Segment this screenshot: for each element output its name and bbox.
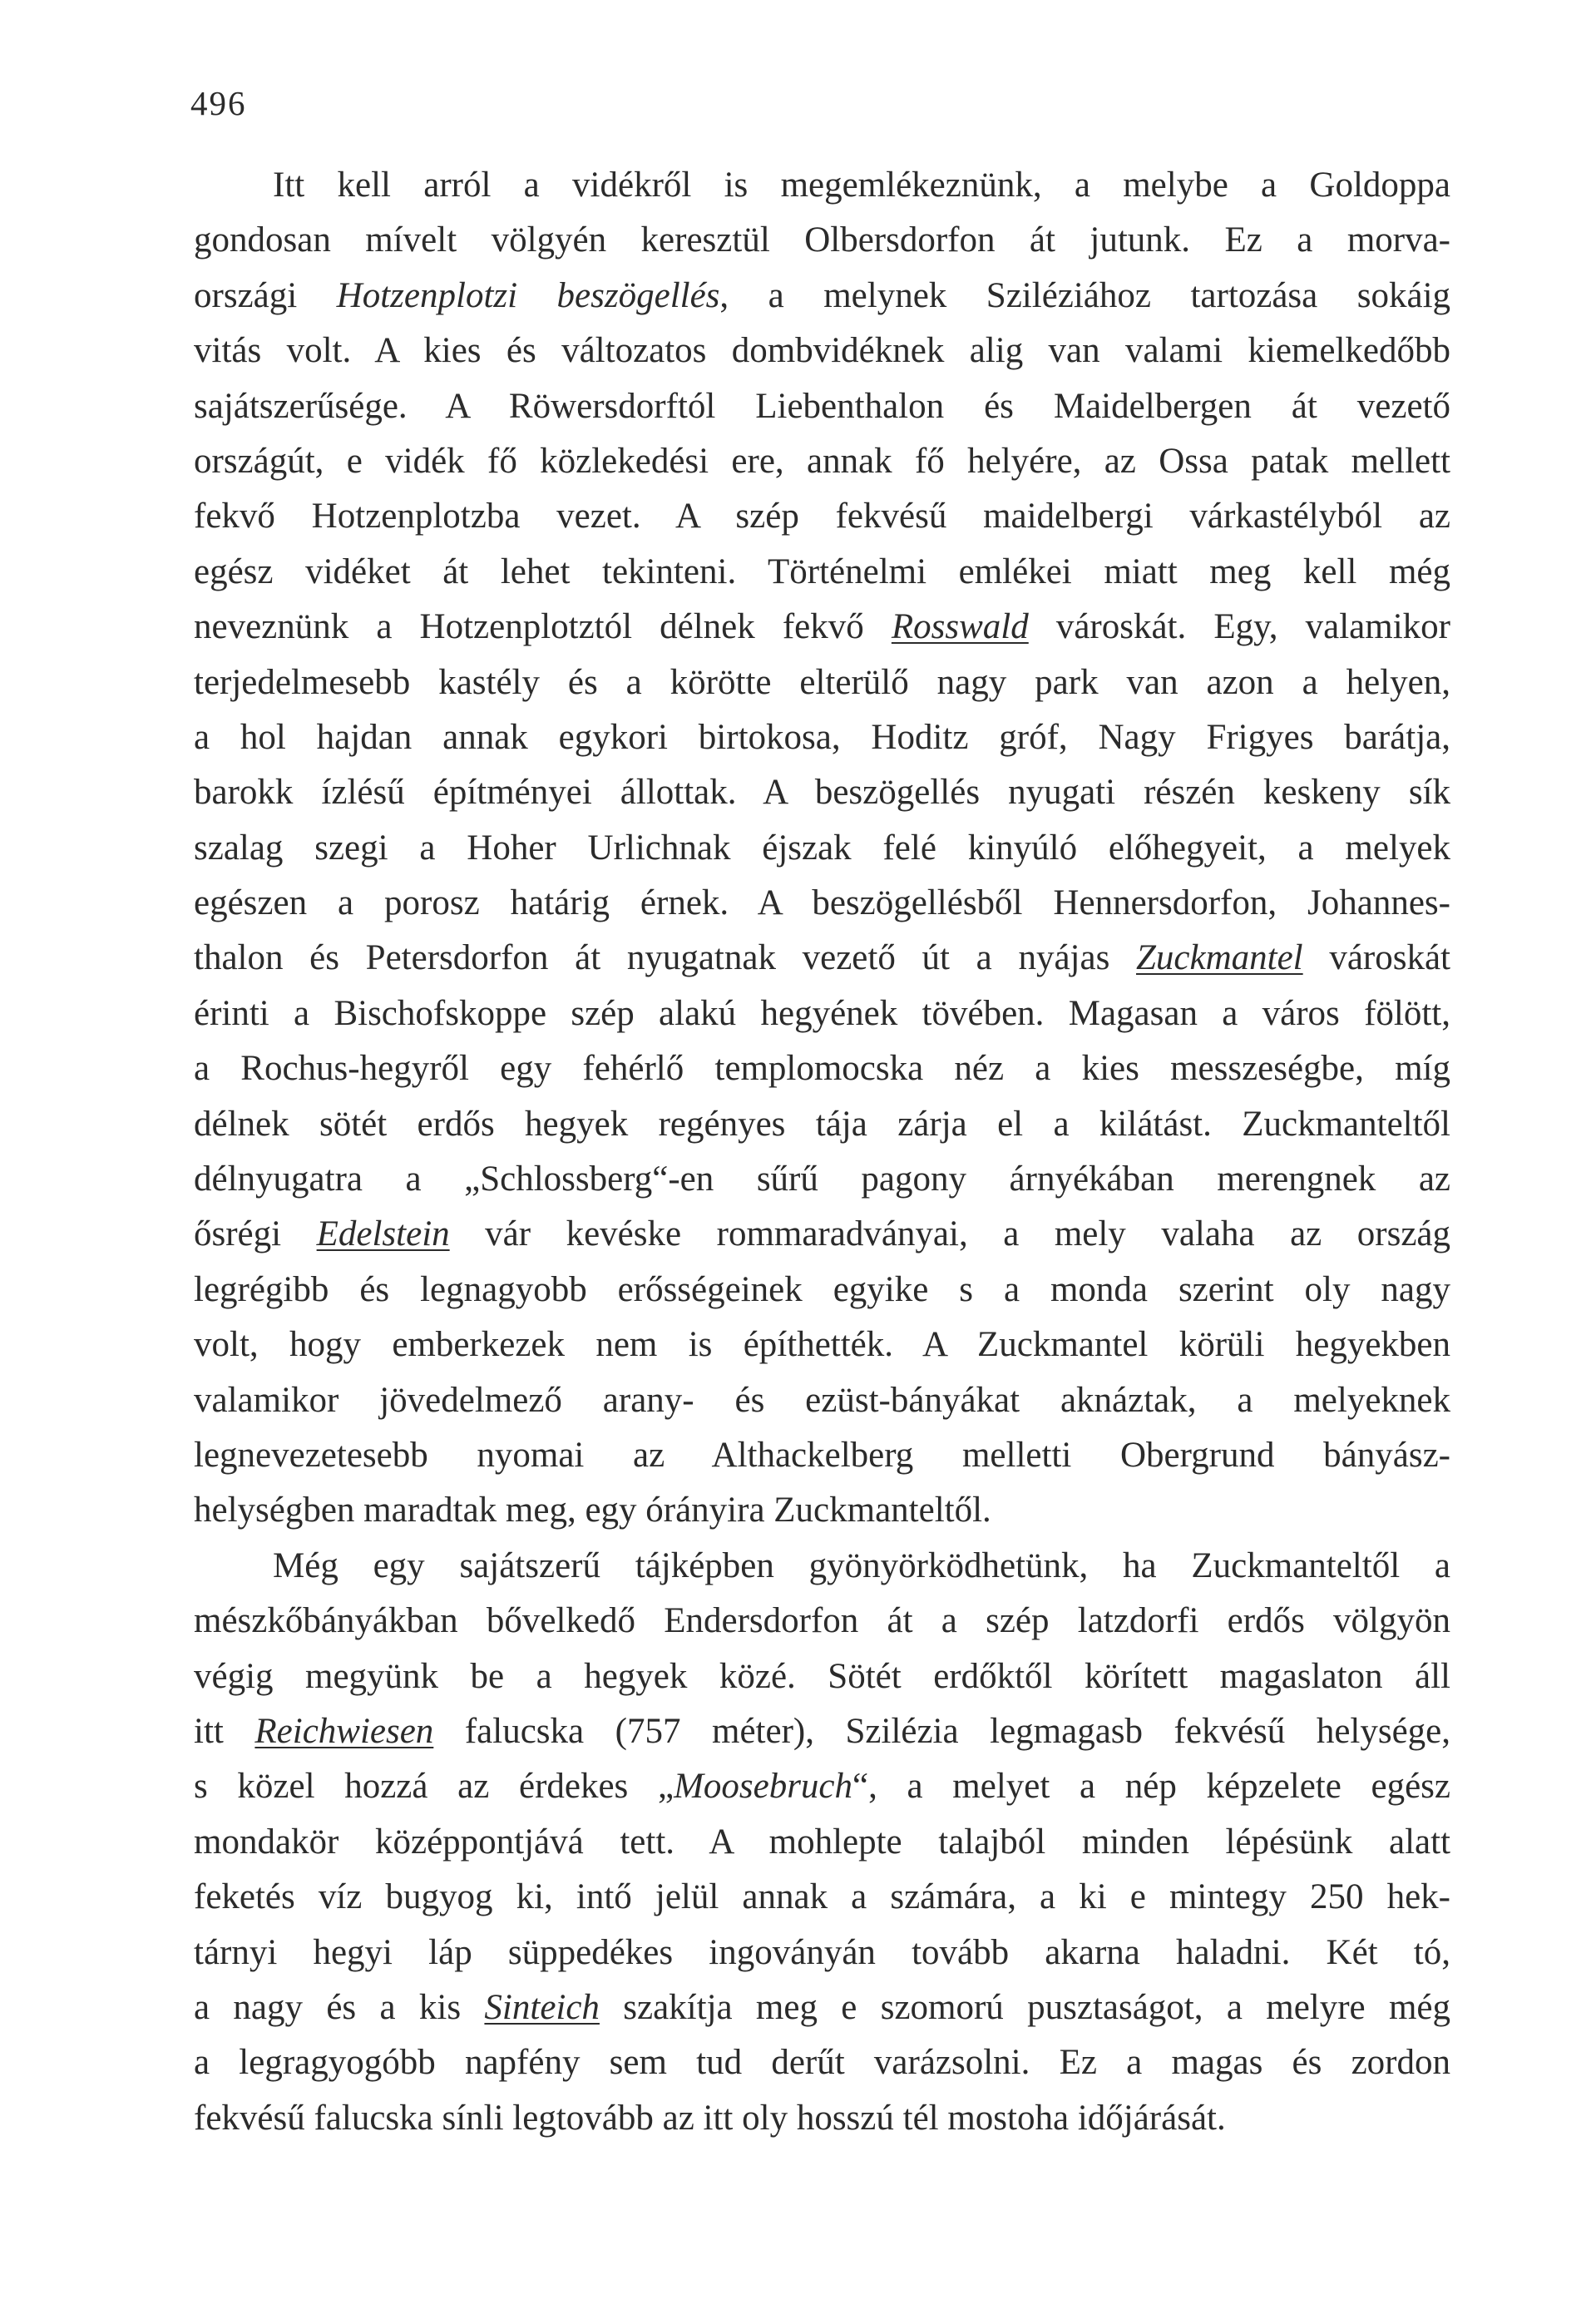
- text-segment: vár kevéske rommaradványai, a mely valaha az ország: [449, 1214, 1450, 1254]
- text-line: [194, 1870, 1450, 1925]
- text-segment: ősrégi: [194, 1214, 317, 1254]
- paragraph-2: [194, 1539, 1450, 2146]
- text-line: [194, 1539, 1450, 1594]
- text-segment: legrégibb és legnagyobb erősségeinek egyike s a monda szerint oly nagy: [194, 1269, 1450, 1309]
- text-line: [194, 2091, 1450, 2146]
- text-segment: Még egy sajátszerű tájképben gyönyörködhetünk, ha Zuckmanteltől a: [273, 1545, 1450, 1585]
- text-segment: fekvésű falucska sínli legtovább az itt oly hosszú tél mostoha időjárását.: [194, 2098, 1226, 2138]
- text-line: [194, 434, 1450, 489]
- text-line: [194, 545, 1450, 600]
- text-segment: mészkőbányákban bővelkedő Endersdorfon át a szép latzdorfi erdős völgyön: [194, 1601, 1450, 1641]
- text-segment: neveznünk a Hotzenplotztól délnek fekvő: [194, 607, 892, 647]
- text-segment: végig megyünk be a hegyek közé. Sötét erdőktől körített magaslaton áll: [194, 1656, 1450, 1696]
- text-line: [194, 1041, 1450, 1096]
- text-line: [194, 876, 1450, 931]
- paragraph-1: [194, 158, 1450, 1539]
- text-segment: , a melynek Sziléziához tartozása sokáig: [719, 275, 1451, 315]
- text-segment: tárnyi hegyi láp süppedékes ingoványán tovább akarna haladni. Két tó,: [194, 1932, 1450, 1972]
- text-line: [194, 1207, 1450, 1262]
- text-segment: valamikor jövedelmező arany- és ezüst-bányákat aknáztak, a melyeknek: [194, 1380, 1450, 1420]
- text-segment: városkát: [1302, 938, 1451, 978]
- text-segment: legnevezetesebb nyomai az Althackelberg melletti Obergrund bányász-: [194, 1435, 1450, 1475]
- text-segment: gondosan mívelt völgyén keresztül Olbersdorfon át jutunk. Ez a morva-: [194, 220, 1450, 260]
- text-line: [194, 600, 1450, 655]
- text-segment: feketés víz bugyog ki, intő jelül annak a számára, a ki e mintegy 250 hek-: [194, 1877, 1450, 1917]
- text-line: [194, 1263, 1450, 1318]
- text-line: [194, 710, 1450, 765]
- text-segment: a hol hajdan annak egykori birtokosa, Hoditz gróf, Nagy Frigyes barátja,: [194, 717, 1450, 757]
- text-line: [194, 765, 1450, 820]
- text-line: [194, 379, 1450, 434]
- emphasized-name: Hotzenplotzi beszögellés: [336, 275, 720, 315]
- text-line: [194, 655, 1450, 710]
- text-line: [194, 1649, 1450, 1704]
- text-segment: délnyugatra a „Schlossberg“-en sűrű pagony árnyékában merengnek az: [194, 1160, 1450, 1199]
- text-line: [194, 986, 1450, 1041]
- text-segment: falucska (757 méter), Szilézia legmagasb fekvésű helysége,: [433, 1711, 1451, 1751]
- text-segment: szalag szegi a Hoher Urlichnak éjszak felé kinyúló előhegyeit, a melyek: [194, 828, 1450, 868]
- text-segment: a Rochus-hegyről egy fehérlő templomocska néz a kies messzeségbe, míg: [194, 1049, 1450, 1089]
- text-segment: országi: [194, 275, 337, 315]
- text-line: [194, 1318, 1450, 1372]
- text-line: [194, 489, 1450, 544]
- text-segment: szakítja meg e szomorú pusztaságot, a melyre még: [599, 1987, 1450, 2027]
- page-number: 496: [190, 84, 247, 122]
- text-line: [194, 1373, 1450, 1428]
- text-segment: volt, hogy emberkezek nem is építhették. A Zuckmantel körüli hegyekben: [194, 1325, 1450, 1365]
- emphasized-name: Moosebruch: [674, 1767, 853, 1807]
- text-segment: barokk ízlésű építményei állottak. A beszögellés nyugati részén keskeny sík: [194, 773, 1450, 813]
- text-line: [194, 1980, 1450, 2035]
- text-segment: a nagy és a kis: [194, 1987, 485, 2027]
- text-line: [194, 269, 1450, 324]
- text-line: [194, 1483, 1450, 1538]
- emphasized-name: Rosswald: [891, 607, 1029, 647]
- text-line: [194, 821, 1450, 876]
- text-segment: “, a melyet a nép képzelete egész: [852, 1767, 1450, 1807]
- text-line: [194, 931, 1450, 986]
- text-segment: érinti a Bischofskoppe szép alakú hegyének tövében. Magasan a város fölött,: [194, 993, 1450, 1033]
- emphasized-name: Edelstein: [316, 1214, 450, 1254]
- text-line: [194, 324, 1450, 378]
- text-line: [194, 1704, 1450, 1759]
- text-line: [194, 213, 1450, 268]
- emphasized-name: Sinteich: [484, 1987, 600, 2027]
- text-segment: délnek sötét erdős hegyek regényes tája zárja el a kilátást. Zuckmanteltől: [194, 1104, 1450, 1144]
- text-segment: országút, e vidék fő közlekedési ere, annak fő helyére, az Ossa patak mellett: [194, 441, 1450, 481]
- text-segment: itt: [194, 1711, 255, 1751]
- text-segment: egész vidéket át lehet tekinteni. Történelmi emlékei miatt meg kell még: [194, 551, 1450, 591]
- text-line: [194, 1097, 1450, 1152]
- text-segment: s közel hozzá az érdekes „: [194, 1767, 674, 1807]
- text-segment: Itt kell arról a vidékről is megemlékeznünk, a melybe a Goldoppa: [273, 166, 1450, 205]
- text-line: [194, 158, 1450, 213]
- body-text: [194, 158, 1450, 2146]
- text-segment: vitás volt. A kies és változatos dombvidéknek alig van valami kiemelkedőbb: [194, 331, 1450, 371]
- emphasized-name: Zuckmantel: [1136, 938, 1303, 978]
- text-line: [194, 1594, 1450, 1649]
- text-segment: a legragyogóbb napfény sem tud derűt varázsolni. Ez a magas és zordon: [194, 2043, 1450, 2083]
- text-line: [194, 1759, 1450, 1814]
- text-segment: egészen a porosz határig érnek. A beszögellésből Hennersdorfon, Johannes-: [194, 883, 1450, 923]
- text-line: [194, 1152, 1450, 1207]
- emphasized-name: Reichwiesen: [254, 1711, 434, 1751]
- text-segment: helységben maradtak meg, egy órányira Zuckmanteltől.: [194, 1491, 991, 1530]
- text-line: [194, 1926, 1450, 1980]
- text-line: [194, 1428, 1450, 1483]
- text-segment: városkát. Egy, valamikor: [1028, 607, 1450, 647]
- text-segment: terjedelmesebb kastély és a körötte elterülő nagy park van azon a helyen,: [194, 662, 1450, 702]
- text-segment: thalon és Petersdorfon át nyugatnak vezető út a nyájas: [194, 938, 1137, 978]
- text-segment: fekvő Hotzenplotzba vezet. A szép fekvésű maidelbergi várkastélyból az: [194, 497, 1450, 536]
- text-line: [194, 1815, 1450, 1870]
- text-segment: sajátszerűsége. A Röwersdorftól Liebenthalon és Maidelbergen át vezető: [194, 386, 1450, 426]
- text-line: [194, 2035, 1450, 2090]
- text-segment: mondakör középpontjává tett. A mohlepte talajból minden lépésünk alatt: [194, 1822, 1450, 1862]
